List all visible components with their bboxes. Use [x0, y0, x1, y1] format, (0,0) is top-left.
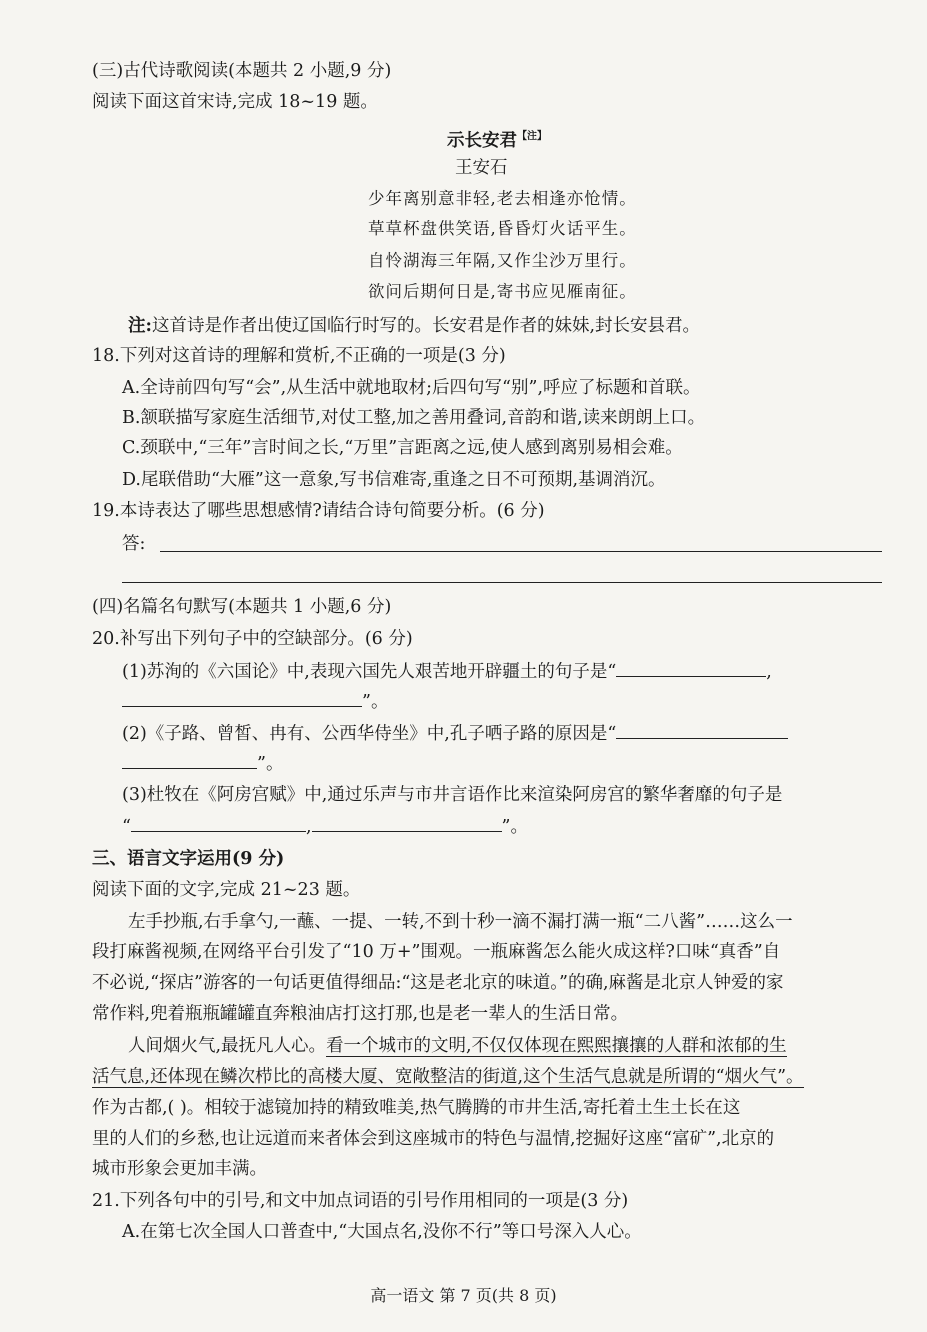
fill-blank[interactable]: [131, 815, 306, 832]
question-20-stem: 20.补写出下列句子中的空缺部分。(6 分): [92, 629, 413, 649]
fill-blank[interactable]: [616, 660, 766, 677]
fill-blank[interactable]: [616, 722, 788, 739]
section-heading-poetry: (三)古代诗歌阅读(本题共 2 小题,9 分): [92, 61, 392, 81]
answer-line[interactable]: [160, 551, 882, 552]
q19-answer-label: 答:: [122, 534, 146, 554]
q20-item-2-cont: ”。: [122, 752, 283, 775]
question-19-stem: 19.本诗表达了哪些思想感情?请结合诗句简要分析。(6 分): [92, 501, 545, 521]
section-heading-recitation: (四)名篇名句默写(本题共 1 小题,6 分): [92, 597, 392, 617]
poem-line: 少年离别意非轻,老去相逢亦怆情。: [368, 189, 637, 208]
section-heading-language: 三、语言文字运用(9 分): [92, 849, 285, 869]
passage-line: 作为古都,( )。相较于滤镜加持的精致唯美,热气腾腾的市井生活,寄托着土生土长在这: [92, 1098, 741, 1118]
passage-line-underlined: 活气息,还体现在鳞次栉比的高楼大厦、宽敞整洁的街道,这个生活气息就是所谓的“烟火气”。: [92, 1067, 804, 1087]
poem-note: 注:这首诗是作者出使辽国临行时写的。长安君是作者的妹妹,封长安县君。: [128, 316, 701, 336]
passage-line: 人间烟火气,最抚凡人心。看一个城市的文明,不仅仅体现在熙熙攘攘的人群和浓郁的生: [128, 1036, 787, 1056]
passage-line: 常作料,兜着瓶瓶罐罐直奔粮油店打这打那,也是老一辈人的生活日常。: [92, 1004, 629, 1024]
poem-line: 欲问后期何日是,寄书应见雁南征。: [368, 282, 637, 301]
page-footer: 高一语文 第 7 页(共 8 页): [370, 1286, 557, 1305]
fill-blank[interactable]: [122, 690, 362, 707]
q20-item-3-cont: “ , ”。: [122, 817, 528, 837]
language-intro: 阅读下面的文字,完成 21~23 题。: [92, 880, 361, 900]
poem-line: 草草杯盘供笑语,昏昏灯火话平生。: [368, 219, 637, 238]
passage-line: 不必说,“探店”游客的一句话更值得细品:“这是老北京的味道。”的确,麻酱是北京人钟爱的家: [92, 973, 784, 993]
q21-option-a: A.在第七次全国人口普查中,“大国点名,没你不行”等口号深入人心。: [122, 1222, 642, 1242]
q20-item-1: (1)苏洵的《六国论》中,表现六国先人艰苦地开辟疆土的句子是“ ,: [122, 662, 772, 682]
q20-item-3: (3)杜牧在《阿房宫赋》中,通过乐声与市井言语作比来渲染阿房宫的繁华奢靡的句子是: [122, 785, 783, 805]
q18-option-b: B.颔联描写家庭生活细节,对仗工整,加之善用叠词,音韵和谐,读来朗朗上口。: [122, 408, 706, 428]
poem-title: 示长安君$^{【注】}$: [447, 130, 547, 151]
passage-line: 左手抄瓶,右手拿勺,一蘸、一提、一转,不到十秒一滴不漏打满一瓶“二八酱”……这么一: [128, 912, 793, 932]
q20-item-1-cont: ”。: [122, 690, 388, 713]
poem-line: 自怜湖海三年隔,又作尘沙万里行。: [368, 251, 637, 270]
q18-option-a: A.全诗前四句写“会”,从生活中就地取材;后四句写“别”,呼应了标题和首联。: [122, 378, 701, 398]
fill-blank[interactable]: [312, 815, 502, 832]
question-18-stem: 18.下列对这首诗的理解和赏析,不正确的一项是(3 分): [92, 346, 506, 366]
fill-blank[interactable]: [122, 752, 257, 769]
passage-line: 城市形象会更加丰满。: [92, 1159, 267, 1179]
q18-option-c: C.颈联中,“三年”言时间之长,“万里”言距离之远,使人感到离别易相会难。: [122, 438, 683, 458]
poetry-intro: 阅读下面这首宋诗,完成 18~19 题。: [92, 92, 378, 112]
q18-option-d: D.尾联借助“大雁”这一意象,写书信难寄,重逢之日不可预期,基调消沉。: [122, 470, 666, 490]
question-21-stem: 21.下列各句中的引号,和文中加点词语的引号作用相同的一项是(3 分): [92, 1191, 629, 1211]
answer-line[interactable]: [122, 582, 882, 583]
q20-item-2: (2)《子路、曾皙、冉有、公西华侍坐》中,孔子哂子路的原因是“: [122, 722, 788, 745]
passage-line: 里的人们的乡愁,也让远道而来者体会到这座城市的特色与温情,挖掘好这座“富矿”,北京的: [92, 1129, 775, 1149]
poem-author: 王安石: [455, 158, 508, 178]
passage-line: 段打麻酱视频,在网络平台引发了“10 万+”围观。一瓶麻酱怎么能火成这样?口味“真香”自: [92, 942, 781, 962]
